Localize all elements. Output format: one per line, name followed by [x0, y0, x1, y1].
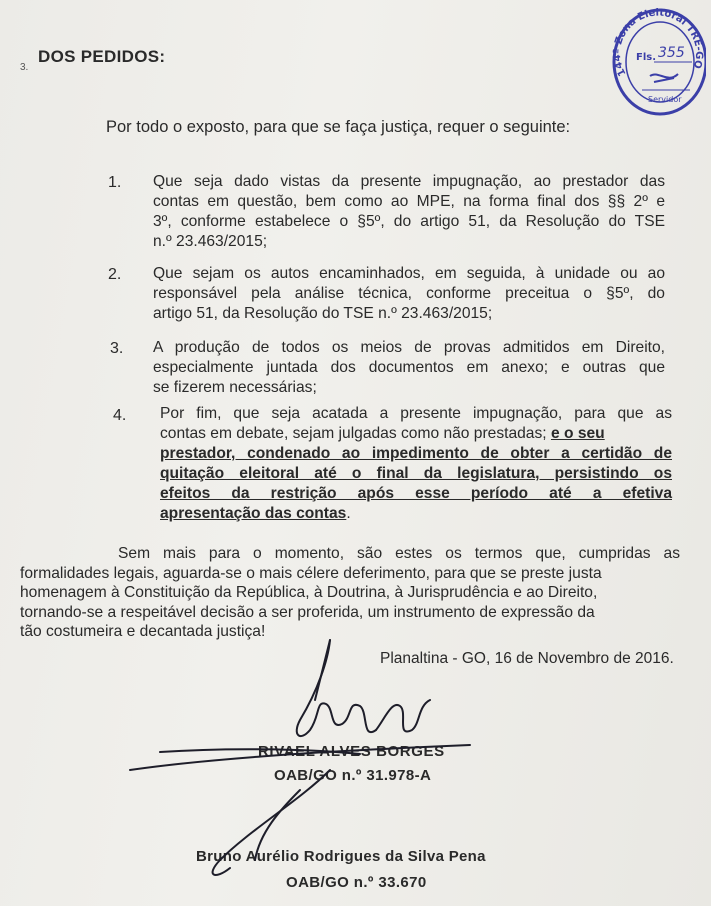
stamp-seal [608, 4, 706, 116]
item-2-number: 2. [108, 266, 122, 283]
electoral-zone-stamp [608, 4, 706, 121]
item-2-text: Que sejam os autos encaminhados, em seguida, à unidade ou ao responsável pela análise técnica, conforme preceitua o §5º, do artigo 51, da Resolução do TSE n.º 23.463/2015; [153, 265, 665, 322]
signatory-1-name: RIVAEL ALVES BORGES [258, 743, 445, 760]
item-3-number: 3. [110, 340, 124, 357]
signatory-1-oab: OAB/GO n.º 31.978-A [274, 767, 432, 784]
item-1-number: 1. [108, 174, 122, 191]
intro-paragraph: Por todo o exposto, para que se faça justiça, requer o seguinte: [106, 118, 571, 136]
place-date: Planaltina - GO, 16 de Novembro de 2016. [380, 650, 674, 667]
section-heading: DOS PEDIDOS: [38, 47, 166, 66]
stamp-bottom-label: Servidor [648, 95, 682, 104]
item-3-text: A produção de todos os meios de provas admitidos em Direito, especialmente juntada dos documentos em anexo; e outras que se fizerem necessárias; [153, 339, 665, 396]
stamp-fls-label: Fls. [636, 52, 657, 63]
closing-paragraph: Sem mais para o momento, são estes os termos que, cumpridas as formalidades legais, aguarda-se o mais célere deferimento, para que se preste justa homenagem à Constituição da República, à Doutrina, à Jurisprudência e ao Direito, tornando-se a respeitável decisão a ser proferida, um instrumento de expressão da tão costumeira e decantada justiça! [20, 545, 680, 640]
margin-mark: 3. [20, 62, 29, 73]
signatory-2-name: Bruno Aurélio Rodrigues da Silva Pena [196, 848, 486, 865]
signatory-2-oab: OAB/GO n.º 33.670 [286, 874, 427, 891]
item-1-text: Que seja dado vistas da presente impugnação, ao prestador das contas em questão, bem como ao MPE, na forma final dos §§ 2º e 3º, conforme estabelece o §5º, do artigo 51, da Resolução do TSE n.º 23.463/2015; [153, 173, 665, 250]
stamp-fls-number: 355 [658, 45, 685, 61]
item-4-number: 4. [113, 407, 127, 424]
stamp-ring-text: 144ª Zona Eleitoral TRE-GO [611, 7, 705, 78]
item-4-text: Por fim, que seja acatada a presente impugnação, para que as contas em debate, sejam julgadas como não prestadas; e o seu prestador, condenado ao impedimento de obter a certidão de quitação eleitoral até o final da legislatura, persistindo os efeitos da restrição após esse período até a efetiva apresentação das contas. [160, 405, 672, 522]
